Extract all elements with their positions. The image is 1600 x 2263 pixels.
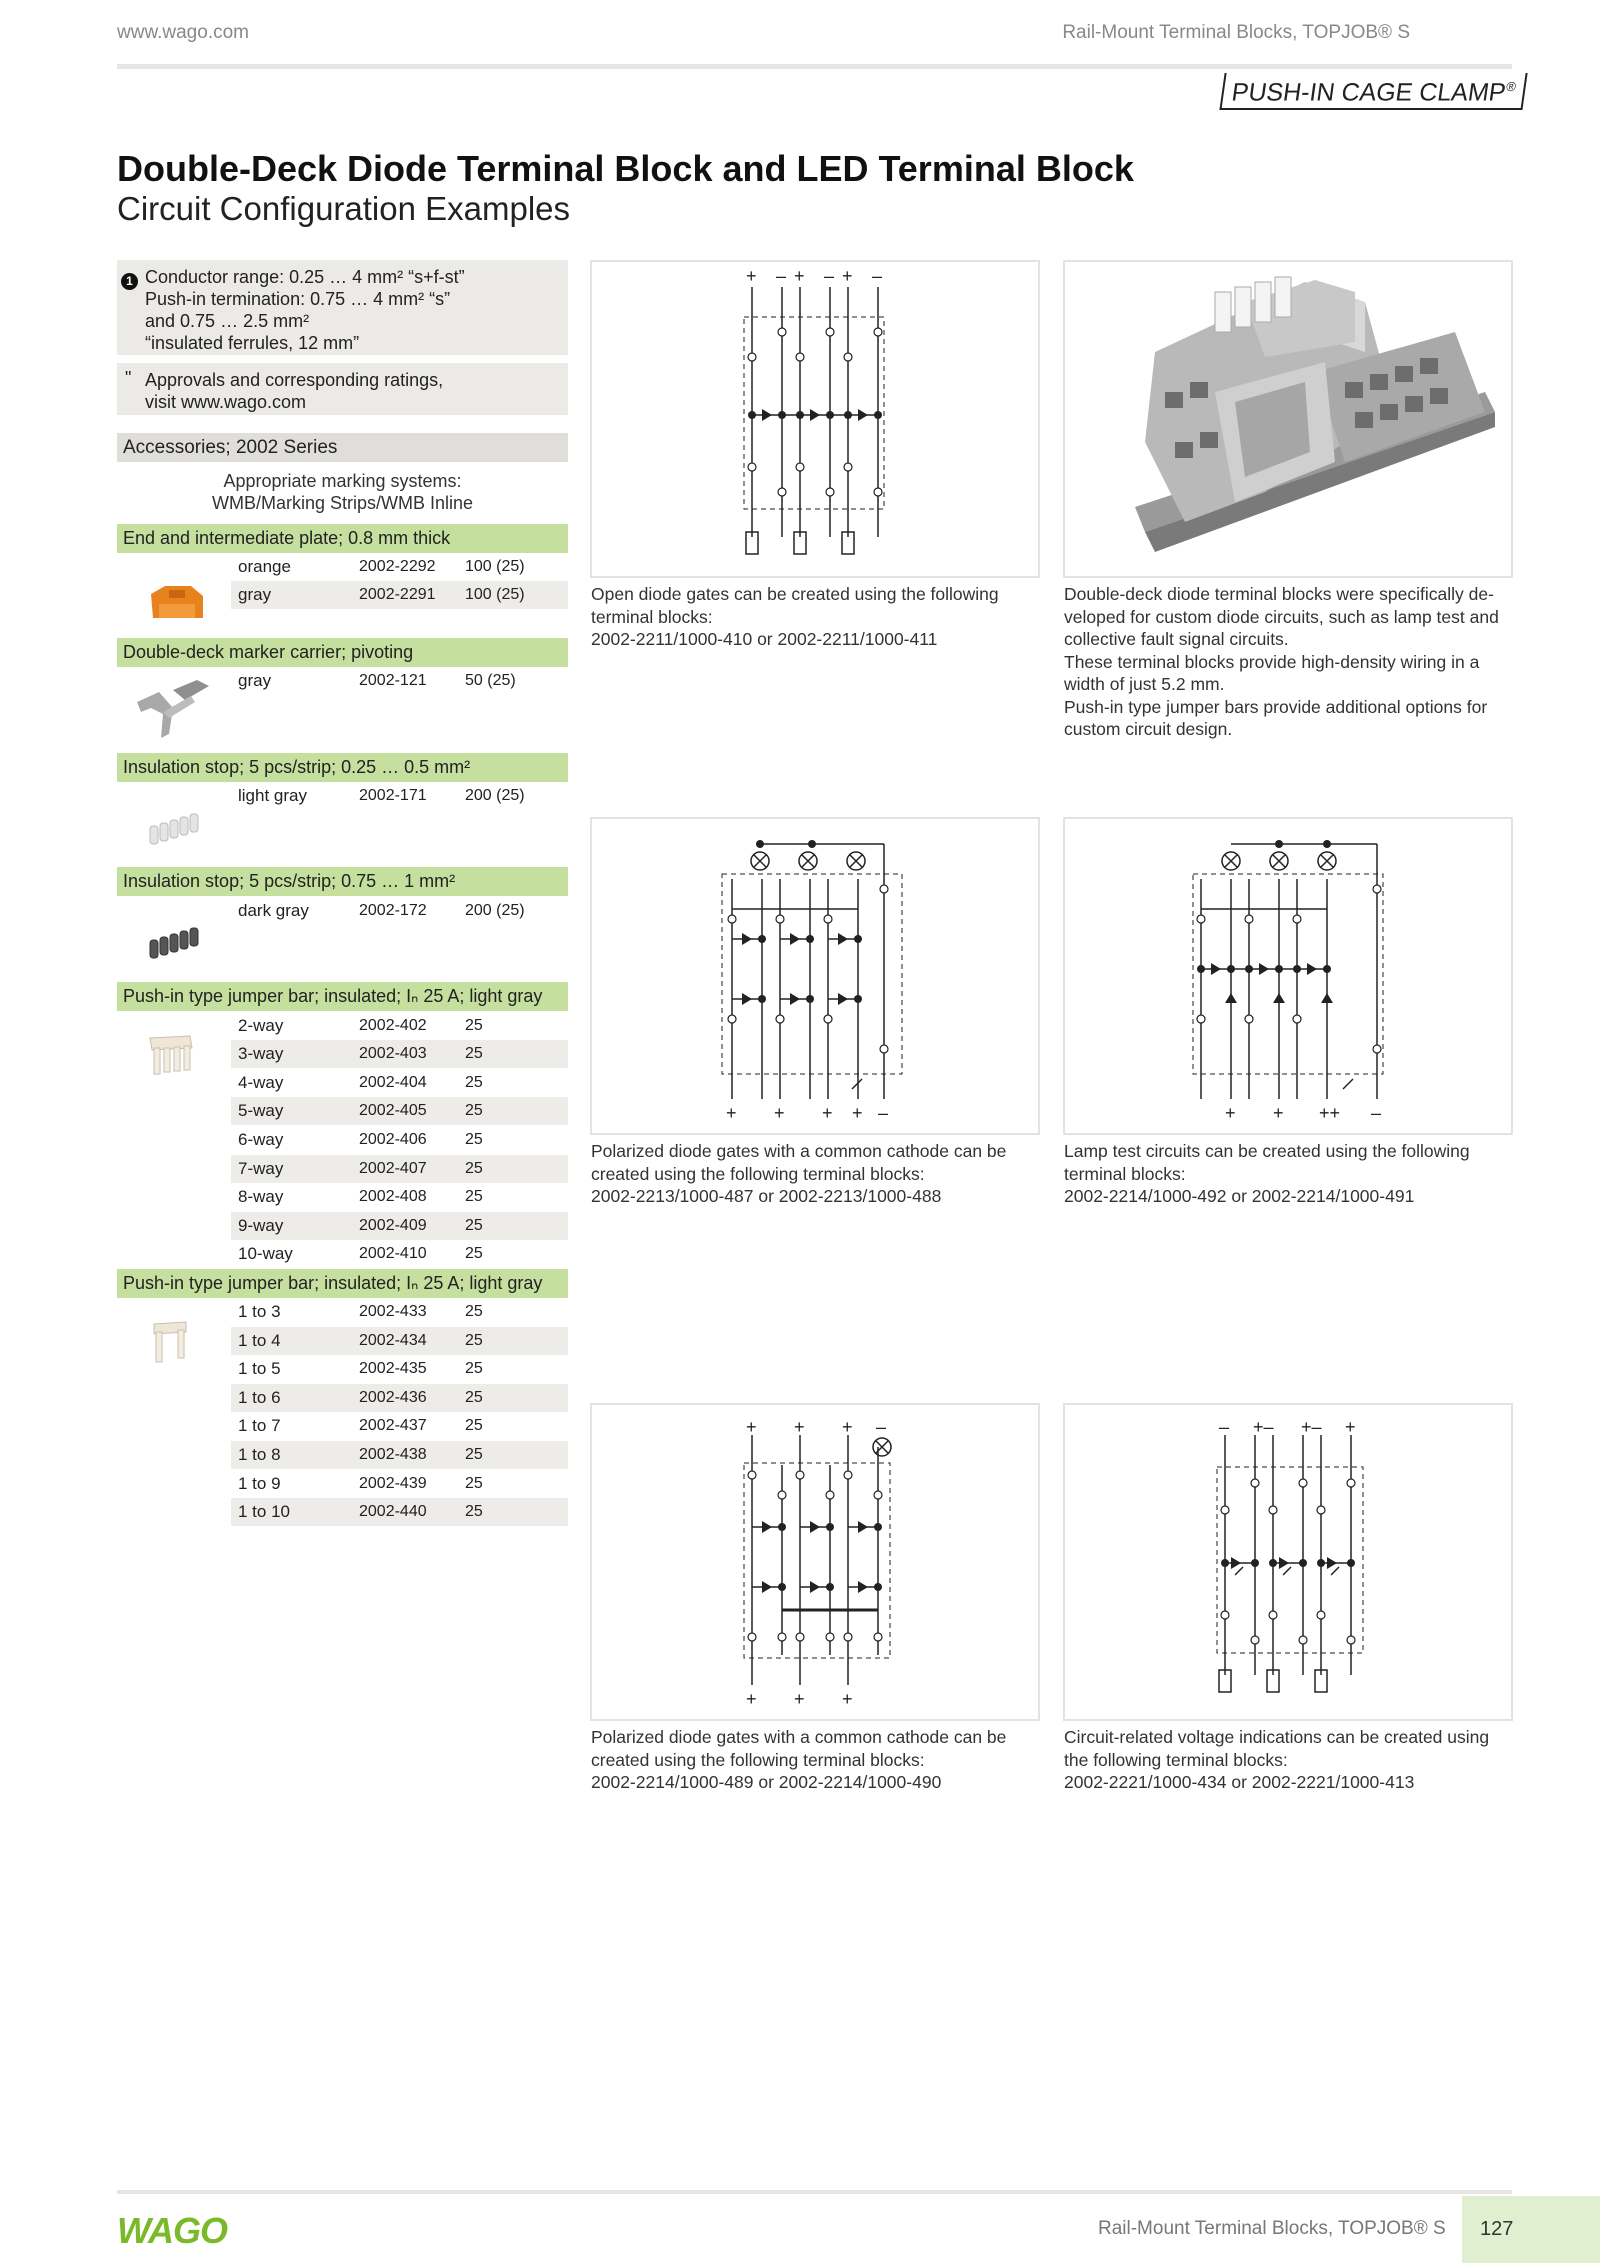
table-row: gray 2002-2291 100 (25) [231,581,568,609]
brand-mark: ® [1505,79,1518,94]
accessories-heading: Accessories; 2002 Series [117,433,568,462]
group-title: Insulation stop; 5 pcs/strip; 0.25 … 0.5 mm² [117,753,568,782]
footer-divider [117,2190,1512,2194]
group-title: End and intermediate plate; 0.8 mm thick [117,524,568,553]
terminal-label: + [794,266,805,286]
table-row: 1 to 4 2002-434 25 [231,1327,568,1355]
terminal-label: – [776,266,787,286]
terminal-label: – [824,266,835,286]
note-line: and 0.75 … 2.5 mm² [145,311,310,331]
circuit-diagram-voltage-indication [1063,1403,1513,1721]
terminal-label: + [842,1417,853,1437]
brand-badge [1219,73,1528,110]
terminal-label: + [1273,1103,1284,1123]
table-row: 1 to 10 2002-440 25 [231,1498,568,1526]
group-title: Push-in type jumper bar; insulated; Iₙ 25 A; light gray [117,982,568,1011]
jumper-bar-image [148,1034,194,1082]
quote-mark-icon: " [125,368,132,388]
common-cathode-circuit-svg [592,819,1038,1133]
table-row: 2-way 2002-402 25 [238,1016,483,1035]
table-row: 8-way 2002-408 25 [238,1187,483,1206]
figure-caption: Polarized diode gates with a common cathode can be created using the following terminal blocks: 2002-2213/1000-487 or 2002-2213/1000-488 [591,1141,1007,1206]
terminal-label: + [746,1689,757,1709]
figure-caption: Polarized diode gates with a common cathode can be created using the following terminal blocks: 2002-2214/1000-489 or 2002-2214/1000-490 [591,1727,1007,1792]
terminal-label: – [876,1417,887,1437]
header-divider [117,64,1512,69]
circuit-diagram-lamp-test [1063,817,1513,1135]
website-url: www.wago.com [117,22,249,43]
lamp-test-circuit-svg [1065,819,1511,1133]
terminal-label: + [1345,1417,1356,1437]
table-row: 1 to 8 2002-438 25 [231,1441,568,1469]
product-photo-double-deck-terminal [1063,260,1513,578]
table-row: 4-way 2002-404 25 [238,1073,483,1092]
table-row: 3-way 2002-403 25 [231,1040,568,1068]
terminal-label: + [774,1103,785,1123]
group-title: Insulation stop; 5 pcs/strip; 0.75 … 1 mm² [117,867,568,896]
circuit-diagram-common-cathode-2 [590,1403,1040,1721]
terminal-block-photo-image [1065,262,1511,576]
terminal-label: +– [1301,1417,1322,1437]
note-line: “insulated ferrules, 12 mm” [145,333,360,353]
common-cathode-2-circuit-svg [592,1405,1038,1719]
table-row: gray 2002-121 50 (25) [238,671,516,690]
circuit-diagram-common-cathode [590,817,1040,1135]
table-row: 1 to 6 2002-436 25 [231,1384,568,1412]
note-line: Approvals and corresponding ratings, [145,370,444,390]
marker-carrier-image [133,672,215,742]
terminal-label: + [852,1103,863,1123]
jumper-bridge-image [150,1318,190,1368]
terminal-label: – [1219,1417,1230,1437]
brand-text: PUSH-IN CAGE CLAMP [1229,78,1508,107]
wago-logo: WAGO [117,2210,227,2251]
note-line: Conductor range: 0.25 … 4 mm² “s+f-st” [145,267,465,287]
conductor-note [117,260,568,355]
table-row: dark gray 2002-172 200 (25) [238,901,525,920]
note-line: Push-in termination: 0.75 … 4 mm² “s” [145,289,451,309]
marking-systems-text: Appropriate marking systems: WMB/Marking Strips/WMB Inline [211,471,474,513]
figure-caption: Lamp test circuits can be created using the following terminal blocks: 2002-2214/1000-492 or 2002-2214/1000-491 [1064,1141,1470,1206]
table-row: 7-way 2002-407 25 [231,1155,568,1183]
open-diode-circuit-svg [592,262,1038,576]
voltage-indication-circuit-svg [1065,1405,1511,1719]
terminal-label: – [878,1103,889,1123]
page-number: 127 [1480,2218,1514,2240]
table-row: 10-way 2002-410 25 [238,1244,483,1263]
table-row: 1 to 7 2002-437 25 [238,1416,483,1435]
terminal-label: + [746,1417,757,1437]
section-title: Rail-Mount Terminal Blocks, TOPJOB® S [1062,22,1410,43]
group-title: Double-deck marker carrier; pivoting [117,638,568,667]
terminal-label: + [794,1417,805,1437]
end-plate-image [145,580,207,625]
table-row: orange 2002-2292 100 (25) [238,557,525,576]
table-row: 5-way 2002-405 25 [231,1097,568,1125]
insulation-stop-dark-image [148,926,204,962]
insulation-stop-light-image [148,812,204,848]
table-row: 1 to 9 2002-439 25 [238,1474,483,1493]
terminal-label: +– [1253,1417,1274,1437]
terminal-label: + [726,1103,737,1123]
approvals-note [117,363,568,415]
note-number-icon: 1 [121,268,138,290]
figure-caption: Open diode gates can be created using the following terminal blocks: 2002-2211/1000-410 or 2002-2211/1000-411 [591,584,999,649]
table-row: 1 to 3 2002-433 25 [238,1302,483,1321]
terminal-label: + [842,1689,853,1709]
table-row: 1 to 5 2002-435 25 [238,1359,483,1378]
terminal-label: – [1371,1103,1382,1123]
circuit-diagram-open-diode-gates [590,260,1040,578]
figure-caption: Double-deck diode terminal blocks were specifically de- veloped for custom diode circuits, such as lamp test and collective fault signal circuits. These terminal blocks provide high-density wiring in a width of just 5.2 mm. Push-in type jumper bars provide additional options for custom circuit design. [1064,584,1499,739]
group-title: Push-in type jumper bar; insulated; Iₙ 25 A; light gray [117,1269,568,1298]
table-row: 9-way 2002-409 25 [231,1212,568,1240]
terminal-label: + [1225,1103,1236,1123]
figure-caption: Circuit-related voltage indications can be created using the following terminal blocks: 2002-2221/1000-434 or 2002-2221/1000-413 [1064,1727,1490,1792]
terminal-label: – [872,266,883,286]
terminal-label: + [746,266,757,286]
terminal-label: + [822,1103,833,1123]
table-row: 6-way 2002-406 25 [238,1130,483,1149]
page-subtitle: Circuit Configuration Examples [117,190,571,227]
terminal-label: ++ [1319,1103,1341,1123]
terminal-label: + [794,1689,805,1709]
note-line: visit www.wago.com [145,392,307,412]
terminal-label: + [842,266,853,286]
page-title: Double-Deck Diode Terminal Block and LED Terminal Block [117,148,1134,189]
table-row: light gray 2002-171 200 (25) [238,786,525,805]
footer-section-title: Rail-Mount Terminal Blocks, TOPJOB® S [1098,2218,1446,2239]
